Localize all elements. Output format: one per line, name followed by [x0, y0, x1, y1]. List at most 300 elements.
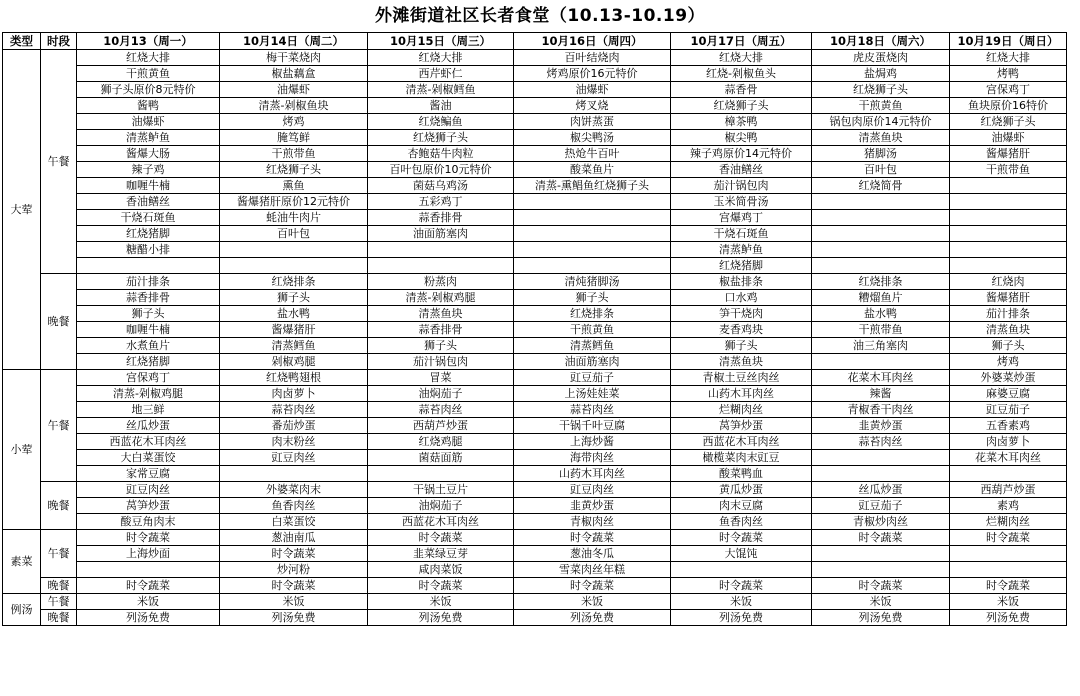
dish-cell: 椒盐藕盒: [220, 66, 368, 82]
dish-cell: [514, 242, 671, 258]
dish-cell: 上汤娃娃菜: [514, 386, 671, 402]
dish-cell: 咸肉菜饭: [368, 562, 514, 578]
header-period: 时段: [41, 33, 77, 50]
dish-cell: 花菜木耳肉丝: [950, 450, 1067, 466]
dish-cell: 油面筋塞肉: [368, 226, 514, 242]
dish-cell: [950, 178, 1067, 194]
dish-cell: 米饭: [368, 594, 514, 610]
dish-cell: 热炝牛百叶: [514, 146, 671, 162]
dish-cell: 口水鸡: [671, 290, 812, 306]
dish-cell: 水煮鱼片: [77, 338, 220, 354]
dish-cell: 红烧简骨: [812, 178, 950, 194]
dish-cell: 菌菇面筋: [368, 450, 514, 466]
dish-cell: 蚝油牛肉片: [220, 210, 368, 226]
dish-cell: 白菜蛋饺: [220, 514, 368, 530]
dish-cell: 豇豆茄子: [812, 498, 950, 514]
dish-cell: 蒜苔肉丝: [368, 402, 514, 418]
table-row: [3, 514, 1067, 530]
dish-cell: 清蒸鲈鱼: [77, 130, 220, 146]
dish-cell: 素鸡: [950, 498, 1067, 514]
dish-cell: 豇豆肉丝: [220, 450, 368, 466]
dish-cell: 时令蔬菜: [950, 530, 1067, 546]
dish-cell: 豇豆茄子: [950, 402, 1067, 418]
dish-cell: 杏鲍菇牛肉粒: [368, 146, 514, 162]
dish-cell: 花菜木耳肉丝: [812, 370, 950, 386]
table-row: [3, 258, 1067, 274]
dish-cell: 时令蔬菜: [220, 578, 368, 594]
dish-cell: [77, 562, 220, 578]
dish-cell: 红烧大排: [950, 50, 1067, 66]
dish-cell: 麦香鸡块: [671, 322, 812, 338]
table-row: [3, 114, 1067, 130]
dish-cell: 红烧肉: [950, 274, 1067, 290]
dish-cell: 西蓝花木耳肉丝: [77, 434, 220, 450]
table-row: [3, 274, 1067, 290]
dish-cell: 青椒肉丝: [514, 514, 671, 530]
dish-cell: 香油鳝丝: [77, 194, 220, 210]
dish-cell: 茄汁锅包肉: [671, 178, 812, 194]
dish-cell: 椒尖鸭: [671, 130, 812, 146]
dish-cell: 列汤免费: [812, 610, 950, 626]
dish-cell: 油焖茄子: [368, 498, 514, 514]
dish-cell: 时令蔬菜: [77, 578, 220, 594]
dish-cell: 茄汁排条: [950, 306, 1067, 322]
dish-cell: 豇豆茄子: [514, 370, 671, 386]
dish-cell: 糟熘鱼片: [812, 290, 950, 306]
dish-cell: 干煎带鱼: [220, 146, 368, 162]
meal-period-cell: 晚餐: [41, 578, 77, 594]
dish-cell: 莴笋炒蛋: [77, 498, 220, 514]
dish-cell: 咖喱牛楠: [77, 322, 220, 338]
dish-cell: [812, 258, 950, 274]
header-day-thu: 10月16日（周四）: [514, 33, 671, 50]
table-row: [3, 578, 1067, 594]
meal-period-cell: 午餐: [41, 594, 77, 610]
table-row: [3, 466, 1067, 482]
table-row: [3, 306, 1067, 322]
dish-cell: 列汤免费: [77, 610, 220, 626]
meal-period-cell: 晚餐: [41, 610, 77, 626]
dish-cell: [950, 258, 1067, 274]
dish-cell: 麻婆豆腐: [950, 386, 1067, 402]
dish-cell: [368, 466, 514, 482]
dish-cell: 列汤免费: [368, 610, 514, 626]
dish-cell: 狮子头: [368, 338, 514, 354]
dish-cell: 红烧狮子头: [812, 82, 950, 98]
dish-cell: 地三鲜: [77, 402, 220, 418]
dish-cell: 西蓝花木耳肉丝: [368, 514, 514, 530]
dish-cell: 红烧鸭翅根: [220, 370, 368, 386]
dish-cell: 山药木耳肉丝: [671, 386, 812, 402]
table-row: [3, 338, 1067, 354]
dish-cell: 红烧排条: [812, 274, 950, 290]
dish-cell: 油爆虾: [514, 82, 671, 98]
dish-cell: [514, 226, 671, 242]
header-day-fri: 10月17日（周五）: [671, 33, 812, 50]
dish-cell: 红烧狮子头: [950, 114, 1067, 130]
dish-cell: 清蒸鱼块: [812, 130, 950, 146]
dish-cell: 油爆虾: [220, 82, 368, 98]
dish-cell: 蒜苔肉丝: [812, 434, 950, 450]
dish-cell: 油面筋塞肉: [514, 354, 671, 370]
dish-cell: 粉蒸肉: [368, 274, 514, 290]
menu-table: [2, 32, 1067, 626]
dish-cell: 盐水鸭: [812, 306, 950, 322]
dish-cell: 蒜香排骨: [368, 210, 514, 226]
dish-cell: [950, 562, 1067, 578]
dish-cell: 韭菜绿豆芽: [368, 546, 514, 562]
dish-cell: 腌笃鲜: [220, 130, 368, 146]
table-row: [3, 402, 1067, 418]
dish-cell: 大白菜蛋饺: [77, 450, 220, 466]
dish-cell: 辣子鸡原价14元特价: [671, 146, 812, 162]
dish-cell: 烂糊肉丝: [671, 402, 812, 418]
dish-cell: 油焖茄子: [368, 386, 514, 402]
dish-cell: 上海炒面: [77, 546, 220, 562]
dish-cell: [514, 194, 671, 210]
dish-cell: 百叶包原价10元特价: [368, 162, 514, 178]
page-title: 外滩街道社区长者食堂（10.13-10.19）: [374, 6, 706, 26]
dish-cell: 狮子头: [220, 290, 368, 306]
dish-cell: 列汤免费: [220, 610, 368, 626]
dish-cell: 蒜香骨: [671, 82, 812, 98]
header-day-mon: 10月13（周一）: [77, 33, 220, 50]
dish-cell: 干锅土豆片: [368, 482, 514, 498]
dish-cell: 油爆虾: [77, 114, 220, 130]
table-row: [3, 226, 1067, 242]
dish-cell: 列汤免费: [671, 610, 812, 626]
dish-cell: 葱油南瓜: [220, 530, 368, 546]
dish-cell: [950, 242, 1067, 258]
table-row: [3, 98, 1067, 114]
dish-cell: 清蒸鱼块: [671, 354, 812, 370]
dish-cell: 红烧-剁椒鱼头: [671, 66, 812, 82]
dish-cell: 雪菜肉丝年糕: [514, 562, 671, 578]
table-row: [3, 450, 1067, 466]
dish-cell: 清蒸鲈鱼: [671, 242, 812, 258]
dish-cell: [220, 258, 368, 274]
dish-cell: 干煎带鱼: [950, 162, 1067, 178]
dish-cell: 家常豆腐: [77, 466, 220, 482]
dish-cell: [368, 242, 514, 258]
category-cell: 小荤: [3, 370, 41, 530]
dish-cell: 糖醋小排: [77, 242, 220, 258]
dish-cell: 鱼香肉丝: [220, 498, 368, 514]
dish-cell: 列汤免费: [514, 610, 671, 626]
dish-cell: 米饭: [671, 594, 812, 610]
dish-cell: 椒盐排条: [671, 274, 812, 290]
dish-cell: [950, 226, 1067, 242]
dish-cell: 酱鸭: [77, 98, 220, 114]
table-row: [3, 370, 1067, 386]
dish-cell: 宫保鸡丁: [950, 82, 1067, 98]
table-row: [3, 194, 1067, 210]
dish-cell: 红烧鳊鱼: [368, 114, 514, 130]
dish-cell: [950, 210, 1067, 226]
table-row: [3, 82, 1067, 98]
dish-cell: 海带肉丝: [514, 450, 671, 466]
dish-cell: 丝瓜炒蛋: [77, 418, 220, 434]
dish-cell: 时令蔬菜: [220, 546, 368, 562]
dish-cell: 油三角塞肉: [812, 338, 950, 354]
dish-cell: 上海炒酱: [514, 434, 671, 450]
dish-cell: 辣酱: [812, 386, 950, 402]
dish-cell: 米饭: [220, 594, 368, 610]
dish-cell: 锅包肉原价14元特价: [812, 114, 950, 130]
dish-cell: [812, 450, 950, 466]
dish-cell: 酱爆猪肝: [950, 290, 1067, 306]
dish-cell: 干烧石斑鱼: [671, 226, 812, 242]
dish-cell: [220, 466, 368, 482]
dish-cell: 剁椒鸡腿: [220, 354, 368, 370]
table-row: [3, 242, 1067, 258]
dish-cell: 蒜苔肉丝: [220, 402, 368, 418]
dish-cell: 油爆虾: [950, 130, 1067, 146]
dish-cell: 清蒸-剁椒鳕鱼: [368, 82, 514, 98]
dish-cell: 番茄炒蛋: [220, 418, 368, 434]
dish-cell: 清蒸-剁椒鸡腿: [368, 290, 514, 306]
dish-cell: 干煎黄鱼: [812, 98, 950, 114]
dish-cell: [812, 546, 950, 562]
dish-cell: 干锅千叶豆腐: [514, 418, 671, 434]
dish-cell: [950, 194, 1067, 210]
dish-cell: 肉饼蒸蛋: [514, 114, 671, 130]
dish-cell: 狮子头: [950, 338, 1067, 354]
dish-cell: 时令蔬菜: [368, 530, 514, 546]
dish-cell: [812, 226, 950, 242]
dish-cell: 外婆菜炒蛋: [950, 370, 1067, 386]
category-cell: 素菜: [3, 530, 41, 594]
dish-cell: [220, 242, 368, 258]
dish-cell: 虎皮蛋烧肉: [812, 50, 950, 66]
dish-cell: 清蒸鳕鱼: [220, 338, 368, 354]
dish-cell: [812, 242, 950, 258]
dish-cell: 葱油冬瓜: [514, 546, 671, 562]
dish-cell: [671, 562, 812, 578]
dish-cell: 辣子鸡: [77, 162, 220, 178]
dish-cell: 时令蔬菜: [514, 578, 671, 594]
dish-cell: [812, 354, 950, 370]
table-row: [3, 66, 1067, 82]
dish-cell: 时令蔬菜: [671, 578, 812, 594]
table-row: [3, 418, 1067, 434]
table-row: [3, 130, 1067, 146]
dish-cell: 红烧大排: [671, 50, 812, 66]
dish-cell: 红烧大排: [77, 50, 220, 66]
dish-cell: 茄汁排条: [77, 274, 220, 290]
dish-cell: 橄榄菜肉末豇豆: [671, 450, 812, 466]
dish-cell: 红烧鸡腿: [368, 434, 514, 450]
dish-cell: 百叶结烧肉: [514, 50, 671, 66]
dish-cell: [950, 546, 1067, 562]
dish-cell: 米饭: [514, 594, 671, 610]
dish-cell: 狮子头: [514, 290, 671, 306]
table-row: [3, 546, 1067, 562]
dish-cell: 盐焗鸡: [812, 66, 950, 82]
category-cell: 大荤: [3, 50, 41, 370]
dish-cell: 酸菜鸭血: [671, 466, 812, 482]
dish-cell: 酱爆猪肝: [220, 322, 368, 338]
dish-cell: [812, 194, 950, 210]
dish-cell: 狮子头原价8元特价: [77, 82, 220, 98]
dish-cell: 猪脚汤: [812, 146, 950, 162]
dish-cell: 烤鸭: [950, 66, 1067, 82]
table-row: [3, 354, 1067, 370]
table-row: [3, 434, 1067, 450]
category-cell: 例汤: [3, 594, 41, 626]
dish-cell: 宫爆鸡丁: [671, 210, 812, 226]
dish-cell: 干烧石斑鱼: [77, 210, 220, 226]
table-row: [3, 146, 1067, 162]
dish-cell: [77, 258, 220, 274]
dish-cell: [812, 466, 950, 482]
table-row: [3, 482, 1067, 498]
dish-cell: 时令蔬菜: [77, 530, 220, 546]
meal-period-cell: 晚餐: [41, 274, 77, 370]
table-row: [3, 178, 1067, 194]
dish-cell: 梅干菜烧肉: [220, 50, 368, 66]
meal-period-cell: 晚餐: [41, 482, 77, 530]
dish-cell: 茄汁锅包肉: [368, 354, 514, 370]
dish-cell: 时令蔬菜: [514, 530, 671, 546]
dish-cell: 玉米简骨汤: [671, 194, 812, 210]
dish-cell: [812, 562, 950, 578]
dish-cell: 时令蔬菜: [368, 578, 514, 594]
meal-period-cell: 午餐: [41, 50, 77, 274]
dish-cell: 鱼香肉丝: [671, 514, 812, 530]
table-row: [3, 562, 1067, 578]
meal-period-cell: 午餐: [41, 370, 77, 482]
dish-cell: 酱油: [368, 98, 514, 114]
dish-cell: 百叶包: [812, 162, 950, 178]
header-day-wed: 10月15日（周三）: [368, 33, 514, 50]
dish-cell: 盐水鸭: [220, 306, 368, 322]
dish-cell: 西葫芦炒蛋: [368, 418, 514, 434]
dish-cell: 烤鸡: [220, 114, 368, 130]
dish-cell: 红烧排条: [220, 274, 368, 290]
dish-cell: 鱼块原价16特价: [950, 98, 1067, 114]
table-row: [3, 290, 1067, 306]
dish-cell: 豇豆肉丝: [514, 482, 671, 498]
dish-cell: 樟茶鸭: [671, 114, 812, 130]
dish-cell: [950, 466, 1067, 482]
dish-cell: 山药木耳肉丝: [514, 466, 671, 482]
dish-cell: 酸菜鱼片: [514, 162, 671, 178]
dish-cell: 笋干烧肉: [671, 306, 812, 322]
dish-cell: 冒菜: [368, 370, 514, 386]
dish-cell: [514, 258, 671, 274]
dish-cell: 红烧猪脚: [77, 226, 220, 242]
dish-cell: [368, 258, 514, 274]
dish-cell: 时令蔬菜: [812, 530, 950, 546]
dish-cell: 红烧猪脚: [77, 354, 220, 370]
dish-cell: 干煎黄鱼: [77, 66, 220, 82]
dish-cell: 狮子头: [671, 338, 812, 354]
table-row: [3, 162, 1067, 178]
dish-cell: 红烧狮子头: [220, 162, 368, 178]
dish-cell: 蒜香排骨: [77, 290, 220, 306]
dish-cell: 清蒸鱼块: [950, 322, 1067, 338]
table-row: [3, 322, 1067, 338]
dish-cell: [514, 210, 671, 226]
dish-cell: 酸豆角肉末: [77, 514, 220, 530]
dish-cell: 肉卤萝卜: [220, 386, 368, 402]
dish-cell: 红烧狮子头: [368, 130, 514, 146]
dish-cell: 莴笋炒蛋: [671, 418, 812, 434]
dish-cell: 菌菇乌鸡汤: [368, 178, 514, 194]
meal-period-cell: 午餐: [41, 530, 77, 578]
dish-cell: 肉卤萝卜: [950, 434, 1067, 450]
dish-cell: 咖喱牛楠: [77, 178, 220, 194]
dish-cell: 清蒸-剁椒鸡腿: [77, 386, 220, 402]
dish-cell: 宫保鸡丁: [77, 370, 220, 386]
table-row: [3, 498, 1067, 514]
table-row: [3, 594, 1067, 610]
header-day-sun: 10月19日（周日）: [950, 33, 1067, 50]
dish-cell: 清蒸鳕鱼: [514, 338, 671, 354]
header-row: [3, 33, 1067, 50]
dish-cell: 蒜香排骨: [368, 322, 514, 338]
dish-cell: 时令蔬菜: [671, 530, 812, 546]
dish-cell: 干煎带鱼: [812, 322, 950, 338]
dish-cell: 椒尖鸭汤: [514, 130, 671, 146]
dish-cell: 狮子头: [77, 306, 220, 322]
dish-cell: 百叶包: [220, 226, 368, 242]
dish-cell: 炒河粉: [220, 562, 368, 578]
table-row: [3, 210, 1067, 226]
dish-cell: 清蒸鱼块: [368, 306, 514, 322]
dish-cell: 列汤免费: [950, 610, 1067, 626]
dish-cell: 豇豆肉丝: [77, 482, 220, 498]
dish-cell: 五彩鸡丁: [368, 194, 514, 210]
table-row: [3, 530, 1067, 546]
dish-cell: 干煎黄鱼: [514, 322, 671, 338]
dish-cell: 韭黄炒蛋: [812, 418, 950, 434]
dish-cell: 酱爆大肠: [77, 146, 220, 162]
dish-cell: 清炖猪脚汤: [514, 274, 671, 290]
dish-cell: 酱爆猪肝原价12元特价: [220, 194, 368, 210]
dish-cell: 外婆菜肉末: [220, 482, 368, 498]
dish-cell: 烤鸡: [950, 354, 1067, 370]
menu-body: [3, 50, 1067, 626]
dish-cell: 时令蔬菜: [950, 578, 1067, 594]
dish-cell: 时令蔬菜: [812, 578, 950, 594]
dish-cell: 清蒸-熏鲳鱼红烧狮子头: [514, 178, 671, 194]
dish-cell: 香油鳝丝: [671, 162, 812, 178]
dish-cell: 红烧猪脚: [671, 258, 812, 274]
dish-cell: 米饭: [812, 594, 950, 610]
table-row: [3, 610, 1067, 626]
dish-cell: 西蓝花木耳肉丝: [671, 434, 812, 450]
dish-cell: 熏鱼: [220, 178, 368, 194]
dish-cell: 西葫芦炒蛋: [950, 482, 1067, 498]
dish-cell: 烂糊肉丝: [950, 514, 1067, 530]
dish-cell: 丝瓜炒蛋: [812, 482, 950, 498]
dish-cell: 青椒香干肉丝: [812, 402, 950, 418]
dish-cell: 红烧排条: [514, 306, 671, 322]
dish-cell: 烤鸡原价16元特价: [514, 66, 671, 82]
dish-cell: [812, 210, 950, 226]
dish-cell: 青椒炒肉丝: [812, 514, 950, 530]
header-day-tue: 10月14日（周二）: [220, 33, 368, 50]
dish-cell: 韭黄炒蛋: [514, 498, 671, 514]
dish-cell: 大馄饨: [671, 546, 812, 562]
dish-cell: 肉末豆腐: [671, 498, 812, 514]
dish-cell: 西芹虾仁: [368, 66, 514, 82]
dish-cell: 五香素鸡: [950, 418, 1067, 434]
dish-cell: 米饭: [950, 594, 1067, 610]
dish-cell: 红烧狮子头: [671, 98, 812, 114]
